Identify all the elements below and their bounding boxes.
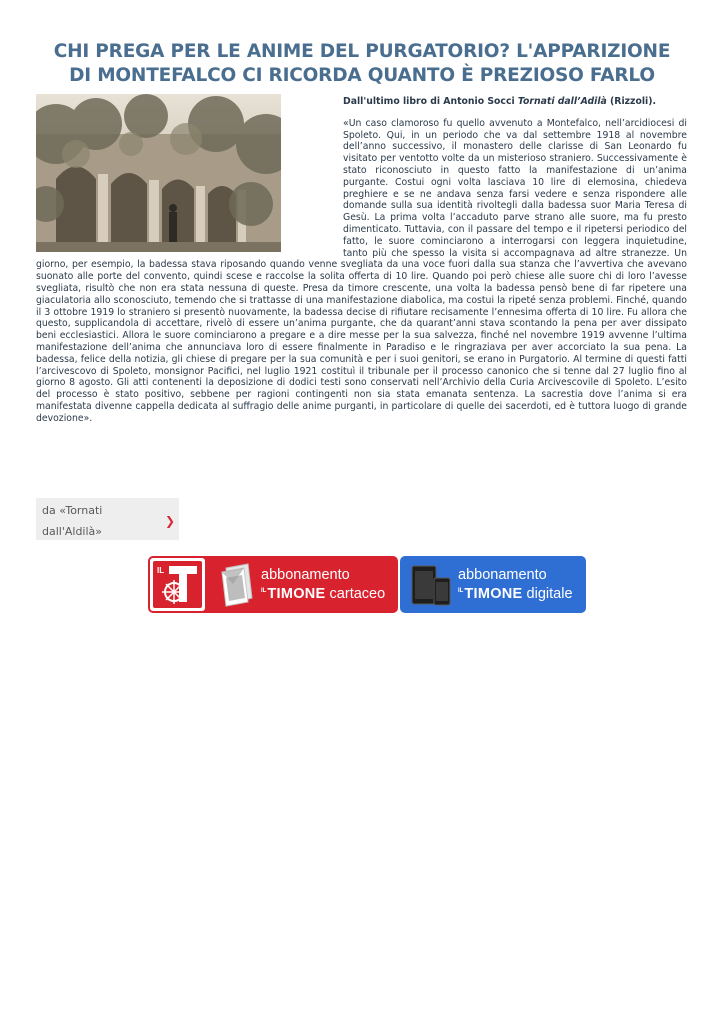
book-title: Tornati dall’Adilà (517, 96, 607, 107)
svg-text:IL: IL (157, 566, 165, 575)
il-timone-logo (150, 558, 205, 611)
paper-subscription-button[interactable] (148, 556, 398, 613)
cloister-photo (36, 94, 281, 252)
newspaper-icon (218, 562, 258, 611)
page-title: CHI PREGA PER LE ANIME DEL PURGATORIO? L'APPARIZIONE DI MONTEFALCO CI RICORDA QUANTO È PREZIOSO FARLO (53, 41, 671, 87)
source-link[interactable] (36, 498, 179, 540)
digital-line1: abbonamento (458, 567, 547, 583)
paper-line1: abbonamento (261, 567, 350, 583)
digital-line2: $^{IL}$TIMONE digitale (458, 586, 573, 602)
article (36, 94, 687, 425)
paper-line2: $^{IL}$TIMONE cartaceo (261, 586, 386, 602)
article-body: «Un caso clamoroso fu quello avvenuto a Montefalco, nell’arcidiocesi di Spoleto. Qui, in un periodo che va dal settembre 1918 al novembre dell’anno successivo, il monastero delle clarisse di San Leonardo fu visitato per ventotto volte da un misterioso straniero. Successivamente è stato riconosciuto in questo fatto la manifestazione di un’anima purgante. Costui ogni volta lasciava 10 lire di elemosina, chiedeva preghiere e se ne andava senza farsi vedere e senza rispondere alle domande sulla sua identità rivoltegli dalla badessa suor Maria Teresa di Gesù. La prima volta l’accaduto parve strano alle suore, ma fu presto dimenticato. Tuttavia, con il passare del tempo e il ripetersi periodico del fatto, le suore cominciarono a interrogarsi con leggera inquietudine, tanto più che spesso la visita si accompagnava ad altre stranezze. Un giorno, per esempio, la badessa stava riposando quando venne svegliata da una voce fuori dalla sua stanza che l’avvertiva che avevano suonato alle porte del convento, quindi scese e raccolse la solita offerta di 10 lire. Quando poi però chiese alle suore chi di loro l’avesse svegliata, risultò che non era stata nessuna di queste. Presa da timore crescente, una volta la badessa pensò bene di far ripetere una giaculatoria allo sconosciuto, temendo che si trattasse di una manifestazione diabolica, ma costui la ripeté senza problemi. Finché, quando il 3 ottobre 1919 lo straniero si presentò nuovamente, la badessa decise di rifiutare recisamente l’ennesima offerta di 10 lire. Fu allora che questo, supplicandola di accettare, rivelò di essere un’anima purgante, che da quarant’anni stava scontando la pena per aver dissipato beni ecclesiastici. Allora le suore cominciarono a pregare e a dire messe per la sua salvezza, finché nel novembre 1919 avvenne l’ultima manifestazione dell’anima che annunciava loro di essere finalmente in Paradiso e le ringraziava per aver accorciato la sua pena. La badessa, felice della notizia, gli chiese di pregare per la sua comunità e per i suoi genitori, se erano in Purgatorio. Al termine di questi fatti l’arcivescovo di Spoleto, monsignor Pacifici, nel luglio 1921 costituì il tribunale per il processo canonico che si tenne dal 27 luglio fino al giorno 8 agosto. Gli atti contenenti la deposizione di dodici testi sono conservati nell’Archivio della Curia Arcivescovile di Spoleto. L’esito del processo è stato positivo, sebbene per ragioni contingenti non sia stata emanata sentenza. La sacrestia dove l’anima si era manifestata divenne cappella dedicata al suffragio delle anime purganti, in particolare di quelle dei sacerdoti, ed è tuttora luogo di grande devozione». (36, 117, 687, 424)
source-link-label: da «Tornati dall'Aldilà» (42, 504, 103, 538)
chevron-right-icon: ❯ (164, 514, 175, 528)
digital-subscription-button[interactable] (400, 556, 586, 613)
article-intro: Dall'ultimo libro di Antonio Socci Tornati dall’Adilà (Rizzoli). (343, 96, 656, 107)
subscription-banner (148, 556, 586, 613)
devices-icon (410, 562, 454, 611)
